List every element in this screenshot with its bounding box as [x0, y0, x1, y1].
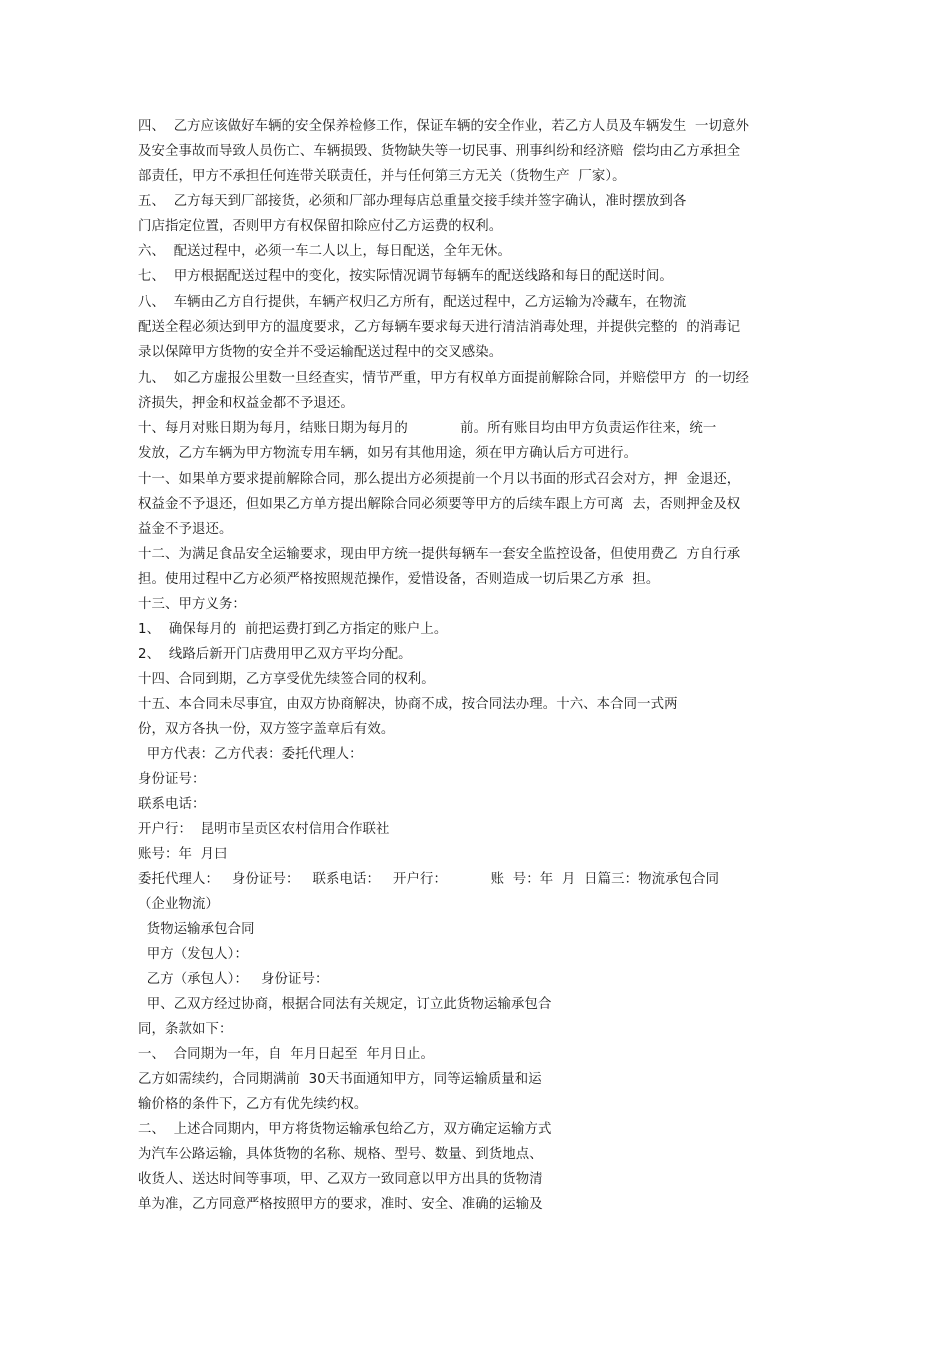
text-line: 配送全程必须达到甲方的温度要求，乙方每辆车要求每天进行清洁消毒处理，并提供完整的 的消毒记	[138, 320, 741, 335]
text-line: 十一、如果单方要求提前解除合同，那么提出方必须提前一个月以书面的形式召会对方，押 金退还，	[138, 472, 741, 487]
text-line: 开户行： 昆明市呈贡区农村信用合作联社	[138, 822, 390, 837]
text-line: 为汽车公路运输，具体货物的名称、规格、型号、数量、到货地点、	[138, 1147, 543, 1162]
text-line: 十四、合同到期，乙方享受优先续签合同的权利。	[138, 672, 435, 687]
text-line: 十三、甲方义务：	[138, 597, 246, 612]
text-line: 四、 乙方应该做好车辆的安全保养检修工作，保证车辆的安全作业，若乙方人员及车辆发生 一切意外	[138, 119, 750, 134]
text-line: 及安全事故而导致人员伤亡、车辆损毁、货物缺失等一切民事、刑事纠纷和经济赔 偿均由乙方承担全	[138, 144, 741, 159]
text-line: 十五、本合同未尽事宜，由双方协商解决，协商不成，按合同法办理。十六、本合同一式两	[138, 697, 678, 712]
text-line: 乙方（承包人）： 身份证号：	[138, 972, 329, 987]
text-line: 九、 如乙方虚报公里数一旦经查实，情节严重，甲方有权单方面提前解除合同，并赔偿甲方 的一切经	[138, 371, 750, 386]
text-line: 2、 线路后新开门店费用甲乙双方平均分配。	[138, 647, 412, 662]
text-line: 录以保障甲方货物的安全并不受运输配送过程中的交叉感染。	[138, 345, 503, 360]
text-line: 身份证号：	[138, 772, 206, 787]
text-line: 八、 车辆由乙方自行提供，车辆产权归乙方所有，配送过程中，乙方运输为冷藏车，在物流	[138, 295, 687, 310]
text-line: 1、 确保每月的 前把运费打到乙方指定的账户上。	[138, 622, 448, 637]
text-line: 五、 乙方每天到厂部接货，必须和厂部办理每店总重量交接手续并签字确认，准时摆放到各	[138, 194, 687, 209]
text-line: 收货人、送达时间等事项，甲、乙双方一致同意以甲方出具的货物清	[138, 1172, 543, 1187]
text-line: 甲方代表：乙方代表：委托代理人：	[138, 747, 363, 762]
text-line: 权益金不予退还，但如果乙方单方提出解除合同必须要等甲方的后续车跟上方可离 去，否则押金及权	[138, 497, 741, 512]
text-line: 七、 甲方根据配送过程中的变化，按实际情况调节每辆车的配送线路和每日的配送时间。	[138, 269, 673, 284]
text-line: 十二、为满足食品安全运输要求，现由甲方统一提供每辆车一套安全监控设备，但使用费乙 方自行承	[138, 547, 741, 562]
text-line: 六、 配送过程中，必须一车二人以上，每日配送，全年无休。	[138, 244, 511, 259]
text-line: （企业物流）	[138, 897, 219, 912]
text-line: 份，双方各执一份，双方签字盖章后有效。	[138, 722, 395, 737]
text-line: 担。使用过程中乙方必须严格按照规范操作，爱惜设备，否则造成一切后果乙方承 担。	[138, 572, 660, 587]
text-line: 部责任，甲方不承担任何连带关联责任，并与任何第三方无关（货物生产 厂家）。	[138, 169, 626, 184]
text-line: 输价格的条件下，乙方有优先续约权。	[138, 1097, 368, 1112]
text-line: 发放，乙方车辆为甲方物流专用车辆，如另有其他用途，须在甲方确认后方可进行。	[138, 446, 638, 461]
text-line: 门店指定位置，否则甲方有权保留扣除应付乙方运费的权利。	[138, 219, 503, 234]
text-line: 甲、乙双方经过协商，根据合同法有关规定，订立此货物运输承包合	[138, 997, 552, 1012]
text-line: 二、 上述合同期内，甲方将货物运输承包给乙方，双方确定运输方式	[138, 1122, 552, 1137]
text-line: 益金不予退还。	[138, 522, 233, 537]
text-line: 单为准，乙方同意严格按照甲方的要求，准时、安全、准确的运输及	[138, 1197, 543, 1212]
text-line: 账号：年 月曰	[138, 847, 228, 862]
text-line: 委托代理人： 身份证号： 联系电话： 开户行： 账 号：年 月 日篇三：物流承包合同	[138, 872, 720, 887]
text-line: 联系电话：	[138, 797, 206, 812]
text-line: 乙方如需续约，合同期满前 30天书面通知甲方，同等运输质量和运	[138, 1072, 542, 1087]
text-line: 货物运输承包合同	[138, 922, 255, 937]
text-line: 同，条款如下：	[138, 1022, 233, 1037]
text-line: 十、每月对账日期为每月，结账日期为每月的 前。所有账目均由甲方负责运作往来，统一	[138, 421, 717, 436]
text-line: 济损失，押金和权益金都不予退还。	[138, 396, 354, 411]
text-line: 一、 合同期为一年，自 年月日起至 年月日止。	[138, 1047, 434, 1062]
text-line: 甲方（发包人）：	[138, 947, 248, 962]
